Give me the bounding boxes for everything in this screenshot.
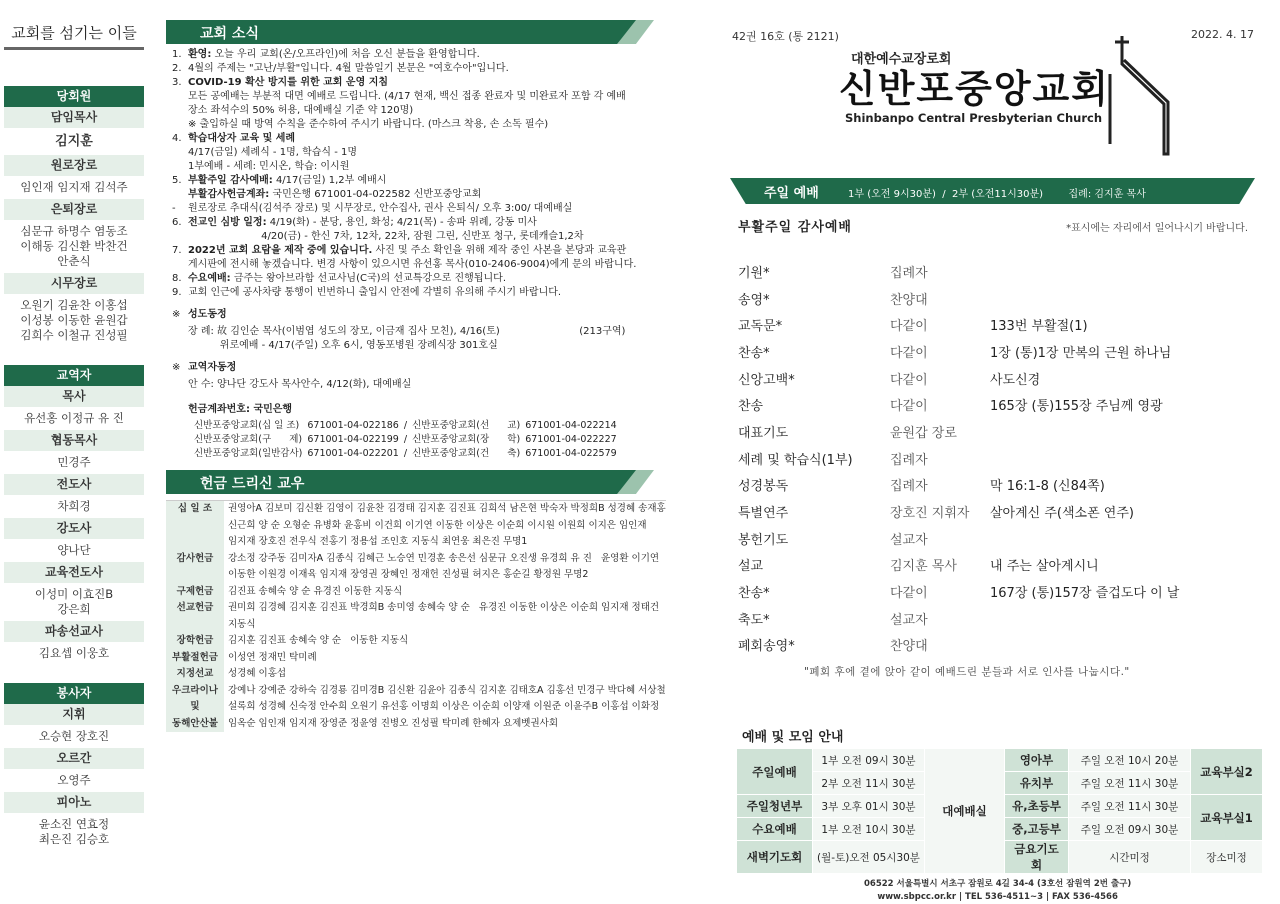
order-leader: 윤원갑 장로 (890, 425, 957, 441)
sidebar-role: 원로장로 (4, 155, 144, 176)
offering-names: 이성연 정재민 탁미례 (228, 651, 317, 663)
order-item: 봉헌기도 (738, 532, 789, 548)
offering-row (166, 567, 666, 584)
cell-sunday-1: 1부 오전 09시 30분 (813, 749, 925, 772)
order-row (738, 445, 1218, 472)
order-item: 송영* (738, 292, 770, 308)
order-row (738, 605, 1218, 632)
sidebar-names: 이성미 이효진B 강은희 (34, 587, 114, 616)
cell-elem-time: 주일 오전 11시 30분 (1069, 795, 1191, 818)
cell-kinder: 유치부 (1005, 772, 1069, 795)
offering-label: 십 일 조 (166, 501, 224, 518)
bulletin-cover (724, 20, 1264, 902)
offering-row (166, 501, 666, 518)
sidebar-role: 파송선교사 (4, 621, 144, 642)
news-item (166, 174, 666, 188)
sidebar-group-head: 교역자 (4, 365, 144, 386)
account-cell: / (403, 448, 408, 459)
order-item: 성경봉독 (738, 479, 789, 495)
cell-wed: 수요예배 (737, 818, 813, 841)
sidebar-names: 민경주 (57, 455, 91, 469)
meeting-title: 예배 및 모임 안내 (742, 730, 844, 745)
offering-names: 김지훈 김진표 송혜숙 양 순 이동한 지동식 (228, 635, 409, 646)
cell-mid-time: 주일 오전 09시 30분 (1069, 818, 1191, 841)
account-row (194, 434, 620, 446)
order-detail: 165장 (통)155장 주님께 영광 (990, 399, 1163, 415)
cell-fri: 금요기도회 (1005, 841, 1069, 874)
service-times: 1부 (오전 9시30분) / 2부 (오전11시30분) 집례: 김지훈 목사 (848, 189, 1146, 200)
order-item: 폐회송영* (738, 639, 795, 655)
sidebar-names: 김요셉 이웅호 (38, 646, 110, 660)
news-list (166, 48, 666, 300)
order-row (738, 285, 1218, 312)
offering-row (166, 534, 666, 551)
news-body: ※ 출입하실 때 방역 수칙을 준수하여 주시기 바랍니다. (마스크 착용, 손 소독 필수) (188, 119, 549, 130)
news-text (188, 272, 506, 286)
account-cell: 671001-04-022227 (525, 434, 617, 445)
news-item (166, 188, 666, 202)
news-header (166, 20, 654, 44)
news-number: 4. (172, 133, 182, 144)
account-table (192, 418, 622, 462)
order-leader: 찬양대 (890, 292, 928, 308)
sidebar-names: 유선홍 이정규 유 진 (24, 411, 124, 425)
news-number: 3. (172, 77, 182, 88)
sidebar-names: 오영주 (57, 773, 91, 787)
sidebar-names: 양나단 (57, 543, 91, 557)
offering-label (166, 617, 224, 634)
sidebar-names: 심문규 하명수 염동조 이해동 김신환 박찬건 안춘식 (20, 224, 128, 268)
worship-order (738, 258, 1218, 658)
news-body: 원로장로 추대식(김석주 장로) 및 시무장로, 안수집사, 권사 은퇴식/ 오후 3:00/ 대예배실 (188, 203, 573, 214)
account-cell: / (403, 420, 408, 431)
order-row (738, 338, 1218, 365)
order-leader: 다같이 (890, 345, 928, 361)
cell-fri-time: 시간미정 (1069, 841, 1191, 874)
offering-row (166, 650, 666, 667)
offering-names: 신근희 양 순 오형순 유병화 윤홍비 이건희 이기연 이동한 이상은 이순희 이시원 이원희 이지은 임인재 (228, 519, 647, 531)
news-number (166, 90, 188, 104)
news-bold: COVID-19 확산 방지를 위한 교회 운영 지침 (188, 77, 389, 88)
offering-label (166, 567, 224, 584)
offering-label: 동해안산불 (166, 716, 224, 733)
news-text (188, 216, 537, 230)
account-title: 헌금계좌번호: 국민은행 (188, 404, 293, 415)
offering-names: 강소정 강주동 김미자A 김종식 김혜근 노승연 민경훈 송은선 심문규 오진생 유경희 유 진 윤영환 이기연 (228, 552, 660, 564)
offering-names: 임옥순 임인재 임지재 장영준 정윤영 진병오 진성필 탁미례 한혜자 요제벳권사회 (228, 717, 559, 729)
offering-names: 설록희 성경혜 신숙정 안수희 오원기 유선홍 이명희 이상은 이순희 이양재 이원준 이윤주B 이홍섭 이화정 (228, 701, 660, 712)
news-number (166, 160, 188, 174)
news-text (188, 104, 413, 118)
account-cell: 671001-04-022214 (525, 420, 617, 431)
sidebar-role: 담임목사 (4, 107, 144, 128)
order-row (738, 552, 1218, 579)
offering-names: 임지재 장호진 전우식 전홍기 정용섭 조인호 지동식 최연웅 최은진 무명1 (228, 536, 528, 547)
order-detail: 133번 부활절(1) (990, 319, 1088, 335)
offering-row (166, 617, 666, 634)
cell-dawn-time: (월-토)오전 05시30분 (813, 841, 925, 874)
sidebar-role: 오르간 (4, 748, 144, 769)
order-leader: 집례자 (890, 479, 928, 495)
news-body: 4/17(금일) 세례식 - 1명, 학습식 - 1명 (188, 147, 358, 158)
news-text (188, 160, 349, 174)
member-line: 위로예배 - 4/17(주일) 오후 6시, 영동포병원 장례식장 301호실 (188, 340, 498, 351)
news-text (188, 174, 386, 188)
news-body: 사진 및 주소 확인을 위해 제작 중인 사본을 본당과 교육관 (372, 245, 627, 256)
cell-wed-time: 1부 오전 10시 30분 (813, 818, 925, 841)
news-item (166, 104, 666, 118)
news-number: 2. (172, 63, 182, 74)
offering-label: 구제헌금 (166, 584, 224, 601)
news-item (166, 48, 666, 62)
cell-sunday: 주일예배 (737, 749, 813, 795)
news-item (166, 202, 666, 216)
account-cell: 신반포중앙교회(십 일 조) (194, 420, 300, 431)
news-item (166, 230, 666, 244)
news-number (166, 118, 188, 132)
news-item (166, 118, 666, 132)
sidebar-names: 오원기 김윤찬 이홍섭 이성봉 이동한 윤원갑 김희수 이철규 진성필 (20, 298, 128, 342)
news-text (188, 230, 584, 244)
news-text (188, 48, 480, 62)
offering-row (166, 699, 666, 716)
news-text (188, 188, 481, 202)
offering-label: 선교헌금 (166, 600, 224, 617)
news-body: 4/20(금) - 한신 7차, 12차, 22차, 잠원 그린, 신반포 청구, 롯데캐슬1,2차 (188, 231, 584, 242)
news-number: - (172, 203, 176, 214)
news-item (166, 272, 666, 286)
cell-dawn: 새벽기도회 (737, 841, 813, 874)
cell-kinder-time: 주일 오전 11시 30분 (1069, 772, 1191, 795)
news-body: 4/17(금일) 1,2부 예배시 (272, 175, 387, 186)
order-leader: 다같이 (890, 586, 928, 602)
order-item: 찬송* (738, 345, 770, 361)
order-row (738, 578, 1218, 605)
closing-message: "폐회 후에 곁에 앉아 같이 예배드린 분들과 서로 인사를 나눕시다." (804, 666, 1130, 678)
order-row (738, 632, 1218, 659)
date: 2022. 4. 17 (1191, 28, 1254, 41)
church-english-name: Shinbanpo Central Presbyterian Church (845, 111, 1103, 125)
account-row (194, 420, 620, 432)
order-leader: 설교자 (890, 612, 928, 628)
news-body: 1부예배 - 세례: 민시온, 학습: 이시원 (188, 161, 350, 172)
sidebar-role: 시무장로 (4, 273, 144, 294)
account-cell: 신반포중앙교회(장 학) (412, 434, 521, 445)
offering-row (166, 600, 666, 617)
offering-list (166, 500, 666, 732)
sidebar-group-head: 당회원 (4, 86, 144, 107)
news-number (166, 188, 188, 202)
news-item (166, 132, 666, 146)
news-text (188, 90, 626, 104)
order-note: *표시에는 자리에서 일어나시기 바랍니다. (1066, 223, 1248, 234)
offering-label (166, 534, 224, 551)
order-row (738, 311, 1218, 338)
offering-row (166, 551, 666, 568)
account-cell: 671001-04-022186 (307, 420, 399, 431)
sidebar-role: 강도사 (4, 518, 144, 539)
news-bold: 환영: (188, 49, 212, 60)
offering-row (166, 518, 666, 535)
order-item: 찬송* (738, 586, 770, 602)
news-item (166, 146, 666, 160)
offering-names: 김진표 송혜숙 양 순 유경진 이동한 지동식 (228, 585, 403, 597)
denomination: 대한예수교장로회 (851, 52, 952, 67)
sidebar-role: 전도사 (4, 474, 144, 495)
news-bold: 2022년 교회 요람을 제작 중에 있습니다. (188, 245, 373, 256)
news-item (166, 244, 666, 258)
offering-row (166, 683, 666, 700)
news-body: 게시판에 전시해 놓겠습니다. 변경 사항이 있으시면 유선홍 목사(010-2406-9004)에게 문의 바랍니다. (188, 259, 637, 270)
staff-sidebar (4, 16, 144, 851)
news-text (188, 132, 295, 146)
order-detail: 사도신경 (990, 372, 1041, 388)
news-body: 4월의 주제는 "고난/부활"입니다. 4월 말씀일기 본문은 "여호수아"입니다. (188, 63, 509, 74)
offering-label: 및 (166, 699, 224, 716)
order-leader: 집례자 (890, 452, 928, 468)
account-row (194, 448, 620, 460)
account-cell: 671001-04-022201 (307, 448, 399, 459)
news-number (166, 258, 188, 272)
order-item: 세례 및 학습식(1부) (738, 452, 853, 468)
order-leader: 장호진 지휘자 (890, 506, 970, 522)
order-detail: 살아계신 주(색소폰 연주) (990, 506, 1134, 522)
news-number: 1. (172, 49, 182, 60)
news-item (166, 216, 666, 230)
sidebar-role: 목사 (4, 386, 144, 407)
account-cell: 신반포중앙교회(선 교) (412, 420, 521, 431)
order-item: 찬송 (738, 399, 764, 415)
news-number: 6. (172, 217, 182, 228)
news-body: 국민은행 671001-04-022582 신반포중앙교회 (269, 189, 482, 200)
offering-label: 감사헌금 (166, 551, 224, 568)
order-leader: 다같이 (890, 372, 928, 388)
news-text (188, 286, 561, 300)
news-item (166, 286, 666, 300)
members-title: 성도동정 (188, 309, 227, 320)
news-bold: 수요예배: (188, 273, 231, 284)
news-item (166, 258, 666, 272)
staff-news: 안 수: 양나단 강도사 목사안수, 4/12(화), 대예배실 (188, 379, 412, 390)
offering-label: 우크라이나 (166, 683, 224, 700)
offering-row (166, 666, 666, 683)
service-title: 주일 예배 (764, 186, 819, 201)
order-leader: 김지훈 목사 (890, 559, 957, 575)
cell-youth: 주일청년부 (737, 795, 813, 818)
order-detail: 167장 (통)157장 즐겁도다 이 날 (990, 586, 1180, 602)
order-leader: 설교자 (890, 532, 928, 548)
order-detail: 막 16:1-8 (신84쪽) (990, 479, 1105, 495)
order-item: 특별연주 (738, 506, 789, 522)
address: 06522 서울특별시 서초구 잠원로 4길 34-4 (3호선 잠원역 2번 출구) (864, 879, 1132, 889)
service-bar (730, 178, 1255, 204)
order-detail: 내 주는 살아계시니 (990, 559, 1099, 575)
news-bold: 부활감사헌금계좌: (188, 189, 270, 200)
order-detail: 1장 (통)1장 만복의 근원 하나님 (990, 345, 1172, 361)
cell-elem: 유,초등부 (1005, 795, 1069, 818)
news-body: 4/19(화) - 분당, 용인, 화성; 4/21(목) - 송파 위례, 강동 미사 (266, 217, 537, 228)
account-cell: 671001-04-022579 (525, 448, 617, 459)
offering-names: 강예나 강예준 강하숙 김경룡 김미경B 김신환 김윤아 김종식 김지훈 김태호A 김홍선 민경구 박다혜 서상철 (228, 684, 666, 696)
order-row (738, 498, 1218, 525)
sidebar-names: 김지훈 (55, 134, 93, 149)
sidebar-role: 피아노 (4, 792, 144, 813)
cell-infant-time: 주일 오전 10시 20분 (1069, 749, 1191, 772)
sidebar-role: 교육전도사 (4, 562, 144, 583)
order-item: 축도* (738, 612, 770, 628)
order-title: 부활주일 감사예배 (738, 220, 852, 235)
cell-sunday-2: 2부 오전 11시 30분 (813, 772, 925, 795)
order-leader: 집례자 (890, 265, 928, 281)
offering-label (166, 518, 224, 535)
news-number: 7. (172, 245, 182, 256)
news-text (188, 76, 388, 90)
news-number (166, 146, 188, 160)
news-body: 금주는 왕아브라함 선교사님(C국)의 선교특강으로 진행됩니다. (230, 273, 506, 284)
order-leader: 찬양대 (890, 639, 928, 655)
news-bold: 전교인 심방 일정: (188, 217, 267, 228)
news-number: 9. (172, 287, 182, 298)
news-item (166, 62, 666, 76)
cell-edu1: 교육부실1 (1191, 795, 1263, 841)
news-text (188, 244, 626, 258)
order-item: 기원* (738, 265, 770, 281)
news-number: 8. (172, 273, 182, 284)
sidebar-group-head: 봉사자 (4, 683, 144, 704)
cell-infant: 영아부 (1005, 749, 1069, 772)
order-item: 교독문* (738, 319, 783, 335)
offering-names: 이동한 이원경 이재육 임지재 장영권 장혜인 정재헌 진성필 허지은 홍순길 황정원 무명2 (228, 569, 589, 580)
news-body: 교회 인근에 공사차량 통행이 빈번하니 출입시 안전에 각별히 유의해 주시기 바랍니다. (188, 287, 562, 298)
order-row (738, 391, 1218, 418)
news-number: 5. (172, 175, 182, 186)
contact: www.sbpcc.or.kr | TEL 536-4511~3 | FAX 536-4566 (877, 892, 1118, 902)
cell-mid: 중,고등부 (1005, 818, 1069, 841)
news-text (188, 118, 548, 132)
offering-title: 헌금 드리신 교우 (200, 476, 305, 492)
sidebar-names: 차희경 (57, 499, 91, 513)
meeting-table (736, 748, 1263, 874)
order-leader: 다같이 (890, 319, 928, 335)
news-text (188, 202, 572, 216)
sidebar-role: 지휘 (4, 704, 144, 725)
cell-edu2: 교육부실2 (1191, 749, 1263, 795)
account-cell: / (403, 434, 408, 445)
member-line: 장 례: 故 김인순 목사(이범엽 성도의 장모, 이금재 집사 모친), 4/16(토) (213구역) (188, 326, 626, 337)
staff-title: 교역자동정 (188, 362, 237, 373)
offering-label: 지정선교 (166, 666, 224, 683)
church-name: 신반포중앙교회 (839, 67, 1110, 111)
cell-hall: 대예배실 (925, 749, 1005, 874)
offering-names: 권미희 김경혜 김지훈 김진표 박경희B 송미영 송혜숙 양 순 유경진 이동한 이상은 이순희 임지재 정태건 (228, 602, 660, 613)
cell-youth-time: 3부 오후 01시 30분 (813, 795, 925, 818)
account-cell: 신반포중앙교회(구 제) (194, 434, 303, 445)
order-item: 신앙고백* (738, 372, 795, 388)
order-row (738, 418, 1218, 445)
order-item: 대표기도 (738, 425, 789, 441)
news-body: 모든 공예배는 부분적 대면 예배로 드립니다. (4/17 현재, 백신 접종 완료자 및 미완료자 포함 각 예배 (188, 91, 626, 102)
offering-label: 장학헌금 (166, 633, 224, 650)
address-block (864, 878, 1131, 904)
offering-row (166, 633, 666, 650)
account-cell: 신반포중앙교회(일반감사) (194, 448, 303, 459)
sidebar-role: 협동목사 (4, 430, 144, 451)
news-column: 교회 소식 1. 환영: 오늘 우리 교회(온/오프라인)에 처음 오신 분들을 환영합니다. 2. 4월의 주제는 "고난/부활"입니다. 4월 말씀일기 본문은 "여호수아"입니다. 3. COVID-19 확산 방지를 위한 교회 운영 지침 모든 공예배는 부분적 대면 예배로 드립니다. (4/17 현재, 백신 접종 완료자 및 미완료자 포함 각 예배 장소 좌석수의 50% 허용, 대예배실 기준 약 120명) ※ 출입하실 때 방역 수칙을 준수하여 주시기 바랍니다. (마스크 착용, 손 소독 필수) 4. 학습대상자 교육 및 세례 4/17(금일) 세례식 - 1명, 학습식 - 1명 1부예배 - 세례: 민시온, 학습: 이시원 5. 부활주일 감사예배: 4/17(금일) 1,2부 예배시 부활감사헌금계좌: 국민은행 671001-04-022582 신반포중앙교회 - 원로장로 추대식(김석주 장로) 및 시무장로, 안수집사, 권사 은퇴식/ 오후 3:00/ 대예배실 6. 전교인 심방 일정: 4/19(화) - 분당, 용인, 화성; 4/21(목) - 송파 위례, 강동 미사 4/20(금) - 한신 7차, 12차, 22차, 잠원 그린, 신반포 청구, 롯데캐슬1,2차 7. 2022년 교회 요람을 제작 중에 있습니다. 사진 및 주소 확인을 위해 제작 중인 사본을 본당과 교육관 게시판에 전시해 놓겠습니다. 변경 사항이 있으시면 유선홍 목사(010-2406-9004)에게 문의 바랍니다. 8. 수요예배: 금주는 왕아브라함 선교사님(C국)의 선교특강으로 진행됩니다. 9. 교회 인근에 공사차량 통행이 빈번하니 출입시 안전에 각별히 유의해 주시기 바랍니다. ※ 성도동정 장 례: 故 김인순 목사(이범엽 성도의 장모, 이금재 집사 모친), 4/16(토) (213구역) 위로예배 - 4/17(주일) 오후 6시, 영동포병원 장례식장 301호실 ※ 교역자동정 안 수: 양나단 강도사 목사안수, 4/12(화), 대예배실 헌금계좌번호: 국민은행 신반포중앙교회(십 일 조) 671001-04-022186 / 신반포중앙교회(선 교) 671001-04-022214 신반포중앙교회(구 제) 671001-04-022199 / 신반포중앙교회(장 학) 671001-04-022227 신반포중앙교회(일반감사) 671001-04-022201 / 신반포중앙교회(건 축) 671001-04-022579 헌금 드리신 교우 십 일 조 권영아A 김보미 김신환 김영이 김윤찬 김경태 김지훈 김진표 김희석 남은현 박숙자 박정희B 성경혜 송재홍 신근희 양 순 오형순 유병화 윤홍비 이건희 이기연 이동한 이상은 이순희 이시원 이원희 이지은 임인재 임지재 장호진 전우식 전홍기 정용섭 조인호 지동식 최연웅 최은진 무명1 감사헌금 강소정 강주동 김미자A 김종식 김혜근 노승연 민경훈 송은선 심문규 오진생 유경희 유 진 윤영환 이기연 이동한 이원경 이재육 임지재 장영권 장혜인 정재헌 진성필 허지은 홍순길 황정원 무명2 구제헌금 김진표 송혜숙 양 순 유경진 이동한 지동식 선교헌금 권미희 김경혜 김지훈 김진표 박경희B 송미영 송혜숙 양 순 유경진 이동한 이상은 이순희 임지재 정태건 지동식 장학헌금 김지훈 김진표 송혜숙 양 순 이동한 지동식 부활절헌금 이성연 정재민 탁미례 지정선교 성경혜 이홍섭 우크라이나 강예나 강예준 강하숙 김경룡 김미경B 김신환 김윤아 김종식 김지훈 김태호A 김홍선 민경구 박다혜 서상철 및 설록희 성경혜 신숙정 안수희 오원기 유선홍 이명희 이상은 이순희 이양재 이원준 이윤주B 이홍섭 이화정 동해안산불 임옥순 임인재 임지재 장영준 정윤영 진병오 진성필 탁미례 한혜자 요제벳권사회 (166, 20, 666, 732)
account-cell: 신반포중앙교회(건 축) (412, 448, 521, 459)
news-text (188, 258, 636, 272)
news-title: 교회 소식 (200, 26, 259, 42)
order-item: 설교 (738, 559, 764, 575)
sidebar-title: 교회를 섬기는 이들 (4, 16, 144, 50)
offering-label: 부활절헌금 (166, 650, 224, 667)
offering-row (166, 716, 666, 733)
offering-names: 성경혜 이홍섭 (228, 668, 287, 679)
sidebar-names: 오승현 장호진 (38, 729, 110, 743)
cell-fri-place: 장소미정 (1191, 841, 1263, 874)
offering-names: 권영아A 김보미 김신환 김영이 김윤찬 김경태 김지훈 김진표 김희석 남은현 박숙자 박정희B 성경혜 송재홍 (228, 503, 666, 514)
account-cell: 671001-04-022199 (307, 434, 399, 445)
church-title-block (839, 48, 1139, 125)
news-bold: 학습대상자 교육 및 세례 (188, 133, 296, 144)
news-item (166, 90, 666, 104)
news-bold: 부활주일 감사예배: (188, 175, 273, 186)
news-text (188, 146, 357, 160)
offering-header (166, 470, 654, 494)
offering-names: 지동식 (228, 618, 256, 630)
news-body: 장소 좌석수의 50% 허용, 대예배실 기준 약 120명) (188, 105, 414, 116)
sidebar-role: 은퇴장로 (4, 199, 144, 220)
news-item (166, 160, 666, 174)
order-leader: 다같이 (890, 399, 928, 415)
order-row (738, 472, 1218, 499)
volume: 42권 16호 (통 2121) (732, 30, 839, 43)
news-number (166, 230, 188, 244)
sidebar-names: 윤소진 연효정 최은진 김승호 (38, 817, 110, 846)
news-item (166, 76, 666, 90)
news-text (188, 62, 509, 76)
offering-row (166, 584, 666, 601)
sidebar-names: 임인재 임지재 김석주 (20, 180, 128, 194)
order-row (738, 525, 1218, 552)
order-row (738, 258, 1218, 285)
news-body: 오늘 우리 교회(온/오프라인)에 처음 오신 분들을 환영합니다. (211, 49, 480, 60)
news-number (166, 104, 188, 118)
order-row (738, 365, 1218, 392)
